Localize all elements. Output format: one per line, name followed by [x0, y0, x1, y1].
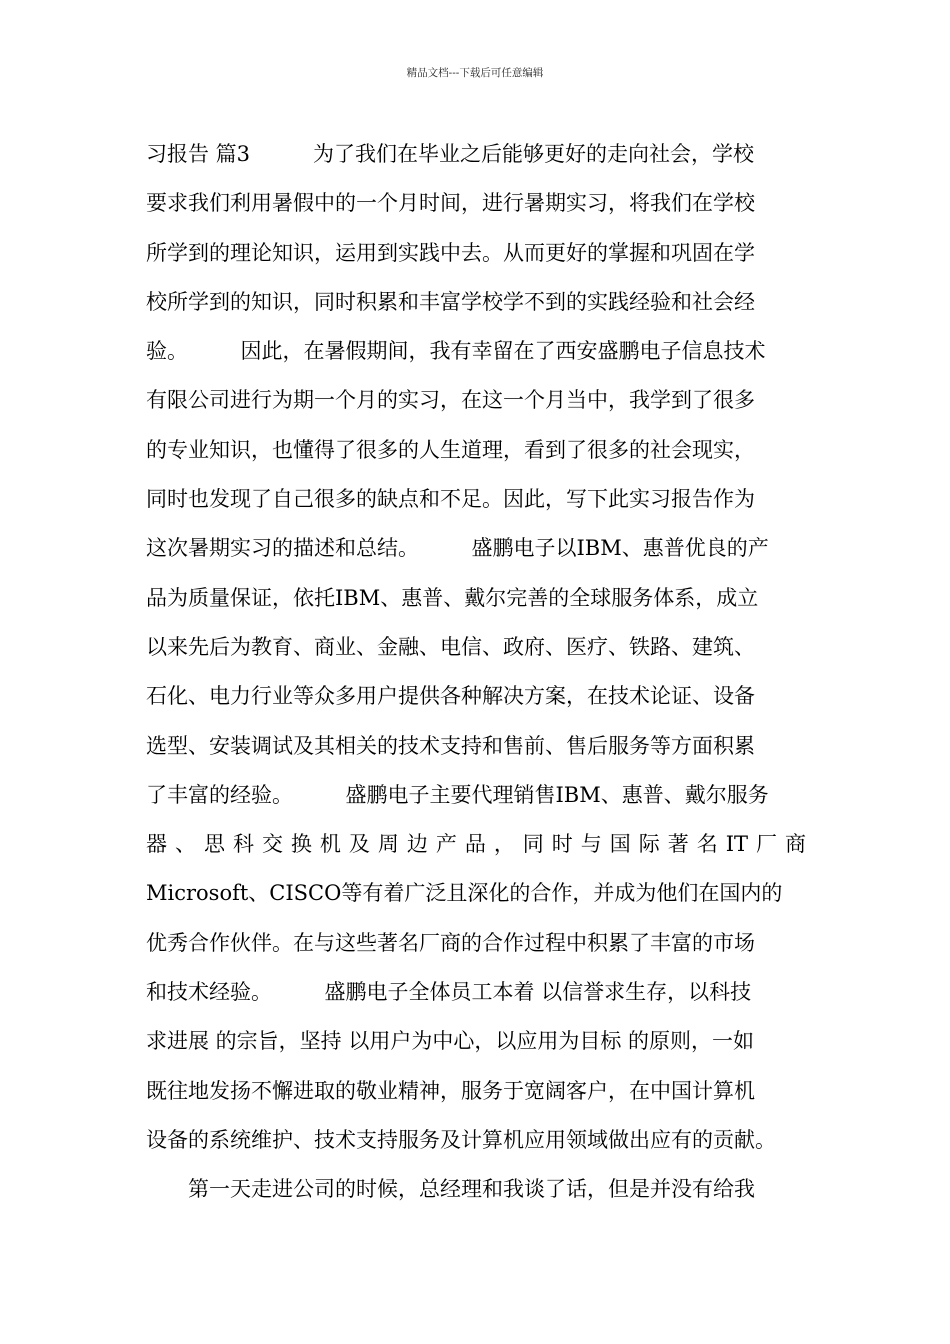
text-line: 同时也发现了自己很多的缺点和不足。因此，写下此实习报告作为: [146, 487, 755, 512]
page-header: 精品文档---下载后可任意编辑: [406, 67, 544, 79]
text-line: 优秀合作伙伴。在与这些著名厂商的合作过程中积累了丰富的市场: [146, 930, 755, 955]
text-line: 求进展 的宗旨，坚持 以用户为中心，以应用为目标 的原则，一如: [146, 1029, 755, 1054]
text-line: 品为质量保证，依托IBM、惠普、戴尔完善的全球服务体系，成立: [146, 585, 759, 610]
text-line: 选型、安装调试及其相关的技术支持和售前、售后服务等方面积累: [146, 733, 755, 758]
text-line: 第一天走进公司的时候，总经理和我谈了话，但是并没有给我: [146, 1177, 755, 1202]
document-body: [146, 130, 806, 1215]
text-line: 和技术经验。 盛鹏电子全体员工本着 以信誉求生存，以科技: [146, 980, 752, 1005]
text-line: 石化、电力行业等众多用户提供各种解决方案，在技术论证、设备: [146, 684, 755, 709]
text-line: 的专业知识，也懂得了很多的人生道理，看到了很多的社会现实，: [146, 437, 755, 462]
text-line: 要求我们利用暑假中的一个月时间，进行暑期实习，将我们在学校: [146, 191, 755, 216]
text-line-justified: 器 、 思 科 交 换 机 及 周 边 产 品 ， 同 时 与 国 际 著 名 IT 厂 商: [146, 832, 806, 857]
text-line: 所学到的理论知识，运用到实践中去。从而更好的掌握和巩固在学: [146, 240, 755, 265]
text-line: 既往地发扬不懈进取的敬业精神，服务于宽阔客户，在中国计算机: [146, 1078, 755, 1103]
text-line: 以来先后为教育、商业、金融、电信、政府、医疗、铁路、建筑、: [146, 634, 755, 659]
text-line: 这次暑期实习的描述和总结。 盛鹏电子以IBM、惠普优良的产: [146, 536, 769, 561]
text-line: 有限公司进行为期一个月的实习，在这一个月当中，我学到了很多: [146, 388, 755, 413]
text-line: 了丰富的经验。 盛鹏电子主要代理销售IBM、惠普、戴尔服务: [146, 782, 769, 807]
text-line: 习报告 篇3 为了我们在毕业之后能够更好的走向社会，学校: [146, 142, 755, 166]
text-line: 校所学到的知识，同时积累和丰富学校学不到的实践经验和社会经: [146, 289, 755, 314]
text-line: 设备的系统维护、技术支持服务及计算机应用领域做出应有的贡献。: [146, 1127, 776, 1152]
text-line: Microsoft、CISCO等有着广泛且深化的合作，并成为他们在国内的: [146, 881, 783, 906]
text-line: 验。 因此，在暑假期间，我有幸留在了西安盛鹏电子信息技术: [146, 339, 766, 364]
